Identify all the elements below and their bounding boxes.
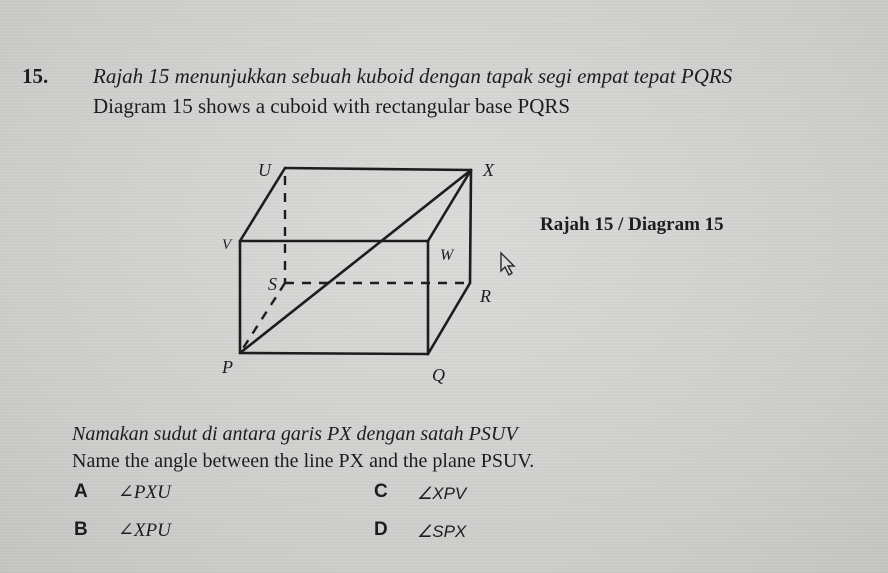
edge-UX <box>285 168 471 170</box>
hidden-edge-SP <box>240 283 285 353</box>
edge-WX <box>428 170 471 241</box>
option-b-letter: B <box>74 519 88 540</box>
prompt-text-malay: Namakan sudut di antara garis PX dengan satah PSUV <box>72 423 518 445</box>
option-d-text: ∠SPX <box>417 522 467 541</box>
option-c-text: ∠XPV <box>417 484 467 503</box>
vertex-label-X: X <box>483 160 494 180</box>
vertex-label-V: V <box>222 237 232 253</box>
option-a-text: ∠PXU <box>118 482 171 503</box>
edge-XR <box>470 170 471 283</box>
question-text-malay: Rajah 15 menunjukkan sebuah kuboid dengan tapak segi empat tepat PQRS <box>93 64 733 88</box>
edge-PQ <box>240 353 428 354</box>
vertex-label-U: U <box>258 160 271 180</box>
edge-QR <box>428 283 470 354</box>
option-d-letter: D <box>374 519 388 540</box>
question-text-english: Diagram 15 shows a cuboid with rectangular base PQRS <box>93 94 571 118</box>
vertex-label-R: R <box>480 286 491 306</box>
prompt-text-english: Name the angle between the line PX and the plane PSUV. <box>72 450 535 472</box>
vertex-label-S: S <box>268 274 277 294</box>
option-b-text: ∠XPU <box>118 520 171 541</box>
mouse-cursor-icon <box>501 253 514 275</box>
option-a-letter: A <box>74 481 88 502</box>
vertex-label-Q: Q <box>432 365 445 385</box>
line-PX <box>240 170 471 353</box>
option-c-letter: C <box>374 481 388 502</box>
vertex-label-W: W <box>440 247 454 264</box>
diagram-caption: Rajah 15 / Diagram 15 <box>540 214 724 235</box>
question-number: 15. <box>22 64 49 88</box>
vertex-label-P: P <box>222 357 233 377</box>
